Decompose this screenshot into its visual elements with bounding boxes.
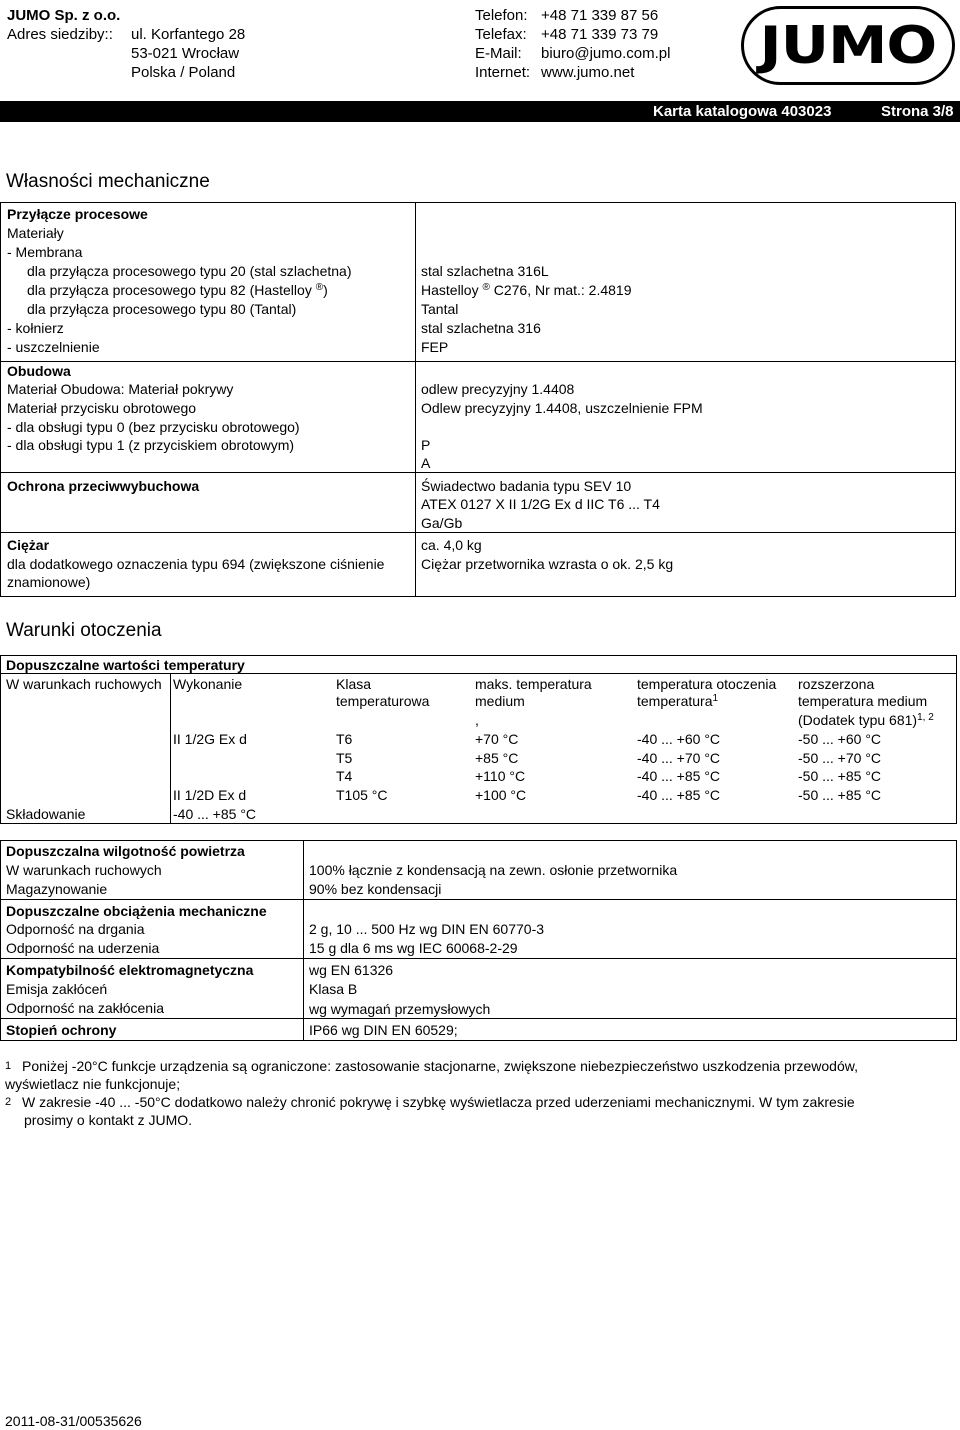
mechanical-load-heading: Dopuszczalne obciążenia mechaniczne — [6, 903, 267, 919]
table-divider — [0, 532, 956, 533]
ex-certificate: Świadectwo badania typu SEV 10 — [421, 478, 632, 494]
col-version: Wykonanie — [173, 676, 243, 692]
col-temp-class: Klasa — [336, 676, 372, 692]
table-cell: -40 ... +85 °C — [637, 768, 721, 784]
phone: +48 71 339 87 56 — [541, 7, 659, 24]
jumo-logo: JUMO — [741, 6, 955, 85]
ip-heading: Stopień ochrony — [6, 1022, 117, 1038]
table-cell: -50 ... +60 °C — [798, 731, 882, 747]
membrane-type80-label: dla przyłącza procesowego typu 80 (Tantal) — [27, 301, 297, 317]
table-cell: T4 — [336, 768, 353, 784]
email: biuro@jumo.com.pl — [541, 45, 671, 62]
company-name: JUMO Sp. z o.o. — [7, 7, 121, 24]
table-cell: -50 ... +85 °C — [798, 768, 882, 784]
weight-label: Ciężar — [7, 537, 50, 553]
shock-label: Odporność na uderzenia — [6, 940, 160, 956]
sheet-title: Karta katalogowa 403023 — [653, 103, 832, 120]
table-divider — [0, 899, 957, 900]
membrane-label: - Membrana — [7, 244, 83, 260]
phone-label: Telefon: — [475, 7, 528, 24]
footnote-1-text-cont: wyświetlacz nie funkcjonuje; — [5, 1076, 181, 1092]
membrane-type80-value: Tantal — [421, 301, 459, 317]
materials-label: Materiały — [7, 225, 64, 241]
table-cell: +100 °C — [475, 787, 527, 803]
membrane-type82-value: Hastelloy ® C276, Nr mat.: 2.4819 — [421, 282, 632, 298]
footnote-2-text-cont: prosimy o kontakt z JUMO. — [24, 1112, 193, 1128]
table-divider — [0, 361, 956, 362]
table-cell: -50 ... +85 °C — [798, 787, 882, 803]
col-ambient-2: temperatura$^1$ — [637, 693, 719, 709]
street: ul. Korfantego 28 — [131, 26, 246, 43]
ex-epl: Ga/Gb — [421, 515, 463, 531]
humidity-operating-label: W warunkach ruchowych — [6, 862, 162, 878]
storage-value: -40 ... +85 °C — [173, 806, 257, 822]
ex-protection-label: Ochrona przeciwwybuchowa — [7, 478, 200, 494]
table-cell: T105 °C — [336, 787, 388, 803]
city: 53-021 Wrocław — [131, 45, 240, 62]
operation-type0-value: P — [421, 437, 431, 453]
membrane-type82-label: dla przyłącza procesowego typu 82 (Hastelloy ®) — [27, 282, 328, 298]
weight-value: ca. 4,0 kg — [421, 537, 482, 553]
humidity-storage-label: Magazynowanie — [6, 881, 108, 897]
shock-value: 15 g dla 6 ms wg IEC 60068-2-29 — [309, 940, 518, 956]
table-cell: -40 ... +85 °C — [637, 787, 721, 803]
col-temp-class-2: temperaturowa — [336, 693, 430, 709]
seal-value: FEP — [421, 339, 449, 355]
col-medium-3: , — [475, 712, 479, 728]
emc-value: wg EN 61326 — [309, 962, 394, 978]
page-number: Strona 3/8 — [881, 103, 954, 120]
operating-conditions-label: W warunkach ruchowych — [6, 676, 162, 692]
operation-type1-label: - dla obsługi typu 1 (z przyciskiem obrotowym) — [7, 437, 295, 453]
table-cell: II 1/2D Ex d — [173, 787, 247, 803]
col-medium-2: medium — [475, 693, 525, 709]
footnote-1-text: Poniżej -20°C funkcje urządzenia są ograniczone: zastosowanie stacjonarne, zwiększone niebezpieczeństwo uszkodzenia przewodów, — [22, 1058, 858, 1074]
housing-material-value: odlew precyzyjny 1.4408 — [421, 381, 575, 397]
table-cell: -50 ... +70 °C — [798, 750, 882, 766]
weight-extra-label: dla dodatkowego oznaczenia typu 694 (zwiększone ciśnienie — [7, 556, 385, 572]
table-border — [0, 202, 956, 203]
operation-type0-label: - dla obsługi typu 0 (bez przycisku obrotowego) — [7, 419, 300, 435]
humidity-operating-value: 100% łącznie z kondensacją na zewn. osłonie przetwornika — [309, 862, 678, 878]
temperature-heading: Dopuszczalne wartości temperatury — [6, 657, 245, 673]
table-divider — [0, 472, 956, 473]
weight-extra-label-cont: znamionowe) — [7, 574, 91, 590]
flange-value: stal szlachetna 316 — [421, 320, 541, 336]
table-divider — [303, 840, 304, 1041]
immunity-value: wg wymagań przemysłowych — [309, 1001, 491, 1017]
table-divider — [0, 958, 957, 959]
flange-label: - kołnierz — [7, 320, 64, 336]
emission-label: Emisja zakłóceń — [6, 981, 108, 997]
membrane-type20-value: stal szlachetna 316L — [421, 263, 549, 279]
weight-extra-value: Ciężar przetwornika wzrasta o ok. 2,5 kg — [421, 556, 674, 572]
title-bar — [0, 101, 960, 122]
table-cell: +70 °C — [475, 731, 519, 747]
table-cell: T6 — [336, 731, 353, 747]
col-extended-3: (Dodatek typu 681)$^{1, 2}$ — [798, 712, 934, 728]
humidity-heading: Dopuszczalna wilgotność powietrza — [6, 843, 245, 859]
button-material-value: Odlew precyzyjny 1.4408, uszczelnienie FPM — [421, 400, 703, 416]
fax-label: Telefax: — [475, 26, 527, 43]
table-border — [0, 202, 1, 597]
table-cell: +110 °C — [475, 768, 526, 784]
table-cell: -40 ... +60 °C — [637, 731, 721, 747]
ex-marking: ATEX 0127 X II 1/2G Ex d IIC T6 ... T4 — [421, 496, 660, 512]
section-title-ambient: Warunki otoczenia — [6, 620, 162, 641]
table-divider — [415, 202, 416, 597]
table-cell: T5 — [336, 750, 353, 766]
membrane-type20-label: dla przyłącza procesowego typu 20 (stal szlachetna) — [27, 263, 352, 279]
table-border — [0, 596, 956, 597]
housing-material-label: Materiał Obudowa: Materiał pokrywy — [7, 381, 234, 397]
operation-type1-value: A — [421, 455, 431, 471]
vibration-value: 2 g, 10 ... 500 Hz wg DIN EN 60770-3 — [309, 921, 545, 937]
col-medium: maks. temperatura — [475, 676, 592, 692]
col-extended-2: temperatura medium — [798, 693, 928, 709]
ip-value: IP66 wg DIN EN 60529; — [309, 1022, 458, 1038]
address-label: Adres siedziby:: — [7, 26, 113, 43]
country: Polska / Poland — [131, 64, 236, 81]
housing-heading: Obudowa — [7, 363, 71, 379]
humidity-storage-value: 90% bez kondensacji — [309, 881, 442, 897]
document-id: 2011-08-31/00535626 — [5, 1413, 142, 1429]
internet-label: Internet: — [475, 64, 531, 81]
section-title-mechanical: Własności mechaniczne — [6, 171, 210, 192]
table-divider — [170, 673, 171, 824]
table-cell: II 1/2G Ex d — [173, 731, 247, 747]
emc-heading: Kompatybilność elektromagnetyczna — [6, 962, 254, 978]
button-material-label: Materiał przycisku obrotowego — [7, 400, 197, 416]
email-label: E-Mail: — [475, 45, 522, 62]
vibration-label: Odporność na drgania — [6, 921, 145, 937]
table-cell: +85 °C — [475, 750, 519, 766]
table-divider — [0, 1018, 957, 1019]
footnote-2-text: W zakresie -40 ... -50°C dodatkowo należy chronić pokrywę i szybkę wyświetlacza przed uderzeniami mechanicznymi. W tym zakresie — [22, 1094, 855, 1110]
immunity-label: Odporność na zakłócenia — [6, 1000, 164, 1016]
fax: +48 71 339 73 79 — [541, 26, 659, 43]
table-cell: -40 ... +70 °C — [637, 750, 721, 766]
table-border — [955, 202, 956, 597]
process-connection-heading: Przyłącze procesowe — [7, 206, 148, 222]
footnote-1-mark: 1 — [5, 1060, 12, 1072]
emission-value: Klasa B — [309, 981, 358, 997]
col-ambient: temperatura otoczenia — [637, 676, 777, 692]
storage-label: Składowanie — [6, 806, 86, 822]
col-extended: rozszerzona — [798, 676, 875, 692]
internet: www.jumo.net — [541, 64, 635, 81]
footnote-2-mark: 2 — [5, 1096, 12, 1108]
seal-label: - uszczelnienie — [7, 339, 100, 355]
